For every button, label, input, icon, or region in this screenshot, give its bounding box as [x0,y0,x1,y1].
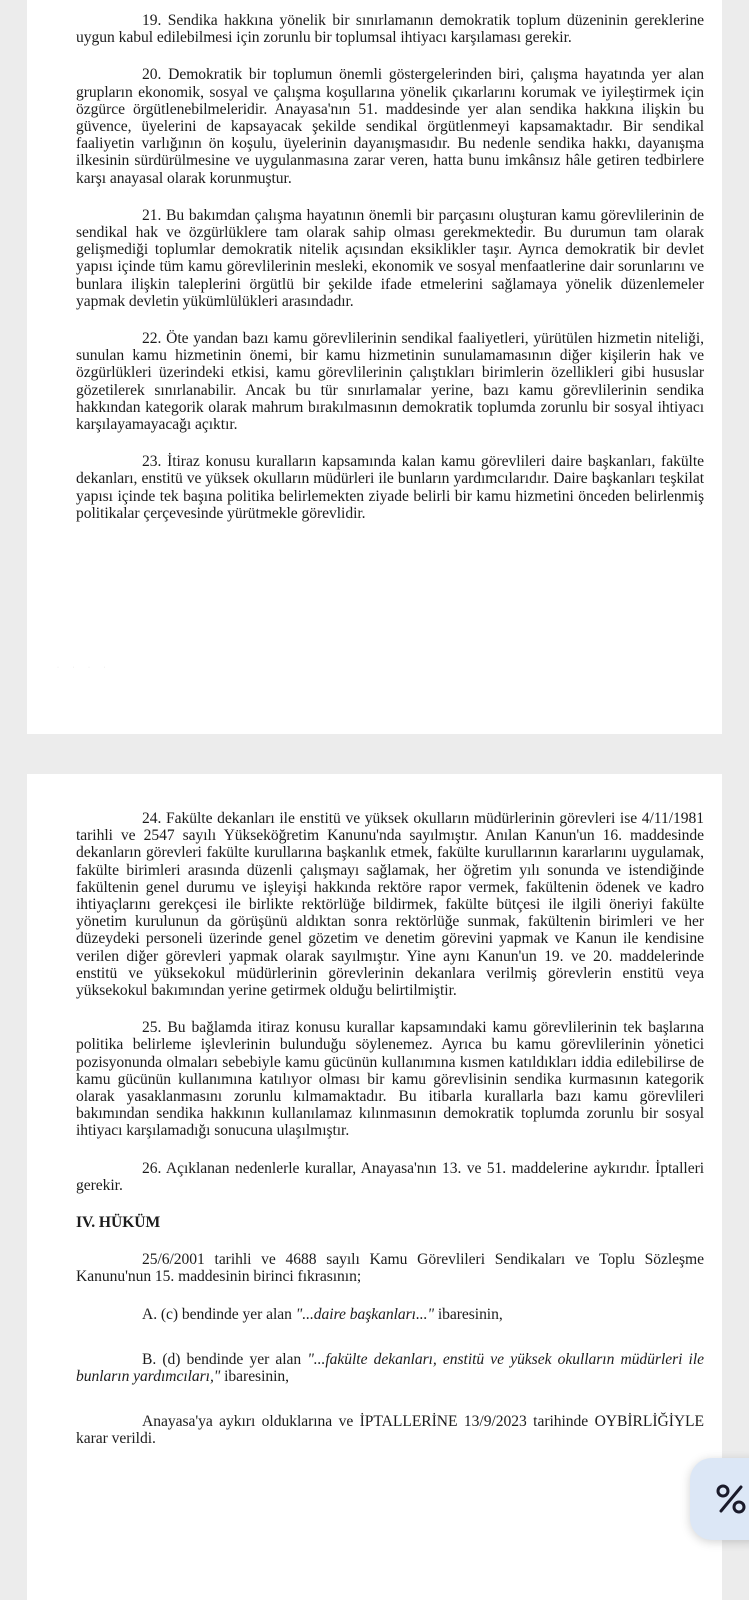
item-b-label: B. [142,1350,157,1368]
item-a-label: A. [142,1305,158,1323]
ruling-intro: 25/6/2001 tarihli ve 4688 sayılı Kamu Görevlileri Sendikaları ve Toplu Sözleşme Kanunu'nun 15. maddesinin birinci fıkrasının; [76,1251,704,1286]
page-2-content [76,810,704,1468]
paragraph-24: 24. Fakülte dekanları ile enstitü ve yüksek okulların müdürlerinin görevleri ise 4/11/1981 tarihli ve 2547 sayılı Yükseköğretim Kanunu'nda sayılmıştır. Anılan Kanun'un 16. maddesinde dekanların görevleri fakülte kurullarına başkanlık etmek, fakülte kurullarının kararlarını uygulamak, fakülte birimleri arasında düzenli çalışmayı sağlamak, her öğretim yılı sonunda ve istendiğinde fakültenin genel durumu ve işleyişi hakkında rektöre rapor vermek, fakültenin ödenek ve kadro ihtiyaçlarını gerekçesi ile birlikte rektörlüğe bildirmek, fakülte bütçesi ile ilgili öneriyi fakülte yönetim kurulunun da görüşünü aldıktan sonra rektörlüğe sunmak, fakültenin birimleri ve her düzeydeki personeli üzerinde genel gözetim ve denetim görevini yapmak ve Kanun ile kendisine verilen diğer görevleri yapmak olarak sayılmıştır. Yine aynı Kanun'un 19. ve 20. maddelerinde enstitü ve yüksekokul müdürlerinin görevlerinin dekanlara verilmiş görevlerin enstitü veya yüksekokul bakımından yerine getirmek olduğu belirtilmiştir. [76,810,704,1000]
document-page-2 [27,774,722,1600]
item-b-text: (d) bendinde yer alan [156,1350,308,1368]
scan-artifact: · · · · [57,665,112,671]
slash-percent-icon [714,1482,748,1516]
paragraph-19: 19. Sendika hakkına yönelik bir sınırlamanın demokratik toplum düzeninin gereklerine uygun kabul edilebilmesi için zorunlu bir toplumsal ihtiyacı karşılaması gerekir. [76,12,704,47]
document-page-1 [27,0,722,734]
ruling-item-b [76,1351,704,1385]
item-b-quote: "...fakülte dekanları, enstitü ve yüksek okulların müdürleri ile bunların yardımcıları," [76,1350,704,1386]
closing-statement: Anayasa'ya aykırı olduklarına ve İPTALLERİNE 13/9/2023 tarihinde OYBİRLİĞİYLE karar verildi. [76,1413,704,1448]
floating-action-button[interactable] [690,1458,749,1540]
paragraph-23: 23. İtiraz konusu kuralların kapsamında kalan kamu görevlileri daire başkanları, fakülte dekanları, enstitü ve yüksek okulların müdürleri ile bunların yardımcılarıdır. Daire başkanları teşkilat yapısı içinde tek başına politika belirlemekten ziyade belirli bir kamu hizmetini önceden belirlenmiş politikalar çerçevesinde yürütmekle görevlidir. [76,453,704,522]
paragraph-26: 26. Açıklanan nedenlerle kurallar, Anayasa'nın 13. ve 51. maddelerine aykırıdır. İptalleri gerekir. [76,1159,704,1194]
item-a-text: (c) bendinde yer alan [157,1305,296,1323]
section-heading: IV. HÜKÜM [76,1214,161,1232]
paragraph-21: 21. Bu bakımdan çalışma hayatının önemli bir parçasını oluşturan kamu görevlilerinin de sendikal hak ve özgürlüklere tam olarak sahip olması gerekmektedir. Bu durumun tam olarak gelişmediği toplumlar demokratik nitelik açısından eksiklikler taşır. Ayrıca demokratik bir devlet yapısı içinde tüm kamu görevlilerinin mesleki, ekonomik ve sosyal menfaatlerine dair sorunlarını ve bunlara ilişkin taleplerini örgütlü bir şekilde ifade etmelerini sağlamaya yönelik düzenlemeler yapmak devletin yükümlülükleri arasındadır. [76,206,704,310]
page-1-content [76,12,704,542]
item-a-suffix: ibaresinin, [434,1305,503,1323]
paragraph-25: 25. Bu bağlamda itiraz konusu kurallar kapsamındaki kamu görevlilerinin tek başlarına politika belirleme işlevlerinin bulunduğu söylenemez. Ayrıca bu kamu görevlilerinin yönetici pozisyonunda olmaları sebebiyle kamu gücünün kullanımına kısmen katıldıkları iddia edilebilirse de kamu gücünün kullanımına katılıyor olması bir kamu görevlisinin sendika kurmasının kategorik olarak yasaklanmasını zorunlu kılmamaktadır. Bu itibarla kurallarla bazı kamu görevlileri bakımından sendika hakkının kullanılamaz kılınmasının demokratik toplumda zorunlu bir sosyal ihtiyacı karşılamadığı sonucuna ulaşılmıştır. [76,1019,704,1140]
ruling-item-a [76,1306,704,1323]
paragraph-20: 20. Demokratik bir toplumun önemli göstergelerinden biri, çalışma hayatında yer alan grupların ekonomik, sosyal ve çalışma koşullarına yönelik çıkarlarını korumak ve iyileştirmek için özgürce örgütlenebilmeleridir. Anayasa'nın 51. maddesinde yer alan sendika hakkına ilişkin bu güvence, üyelerini de kapsayacak şekilde sendikal örgütlenmeyi kapsamaktadır. Bir sendikal faaliyetin varlığının ön koşulu, üyelerinin dayanışmasıdır. Bu nedenle sendika hakkı, dayanışma ilkesinin sürdürülmesine ve uygulanmasına zarar veren, hatta bunu imkânsız hâle getiren tedbirlere karşı anayasal olarak korunmuştur. [76,66,704,187]
paragraph-22: 22. Öte yandan bazı kamu görevlilerinin sendikal faaliyetleri, yürütülen hizmetin niteliği, sunulan kamu hizmetinin önemi, bir kamu hizmetinin sunulamamasının diğer kişilerin hak ve özgürlükleri üzerindeki etkisi, kamu görevlilerinin çalıştıkları birimlerin özellikleri gibi hususlar gözetilerek sınırlanabilir. Ancak bu tür sınırlamalar yerine, bazı kamu görevlilerinin sendika hakkından kategorik olarak mahrum bırakılmasının demokratik toplumda zorunlu bir sosyal ihtiyacı karşılayamayacağı açıktır. [76,330,704,434]
item-b-suffix: ibaresinin, [220,1368,289,1386]
item-a-quote: "...daire başkanları..." [295,1305,434,1323]
